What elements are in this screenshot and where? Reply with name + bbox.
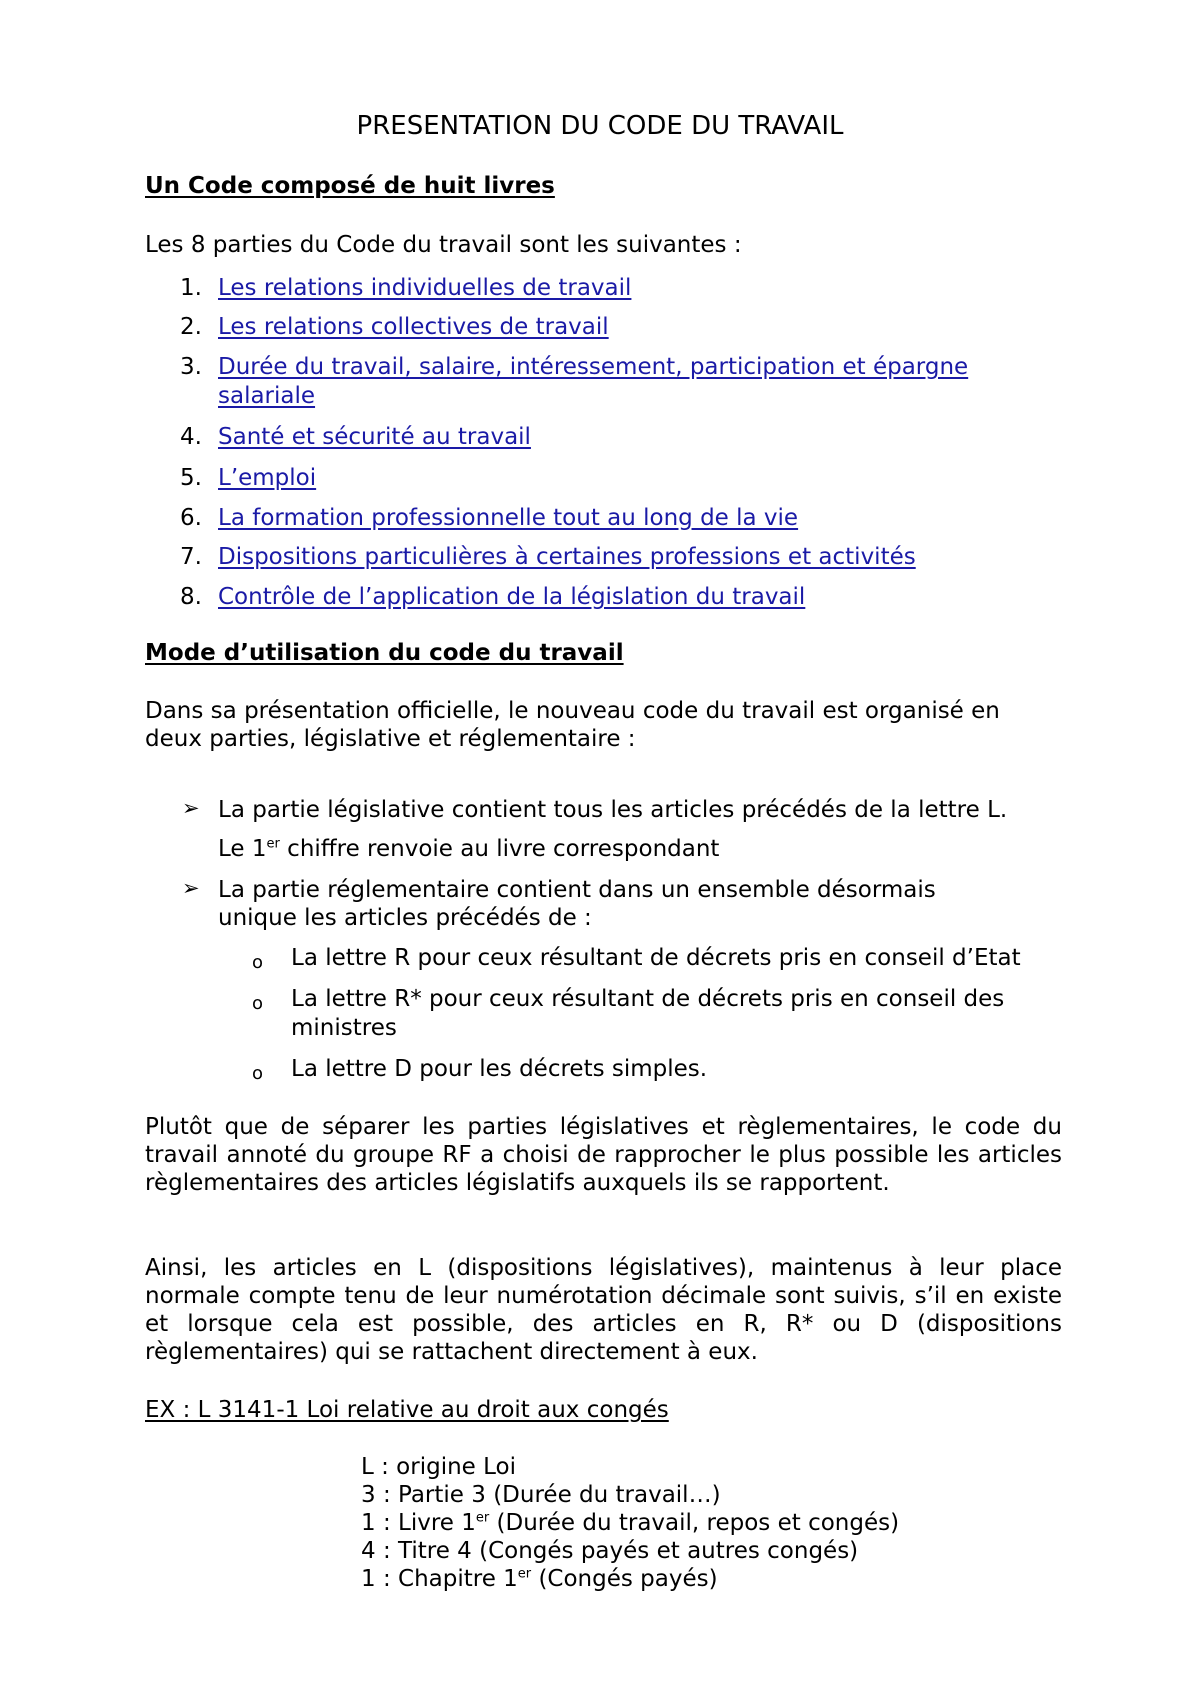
part-link-4[interactable]: Santé et sécurité au travail — [218, 424, 531, 450]
list-number: 7. — [180, 544, 202, 570]
section-intro: Les 8 parties du Code du travail sont les suivantes : — [145, 232, 742, 258]
list-number: 8. — [180, 584, 202, 610]
circle-bullet-icon: o — [252, 1063, 264, 1084]
part-link-5[interactable]: L’emploi — [218, 465, 317, 491]
paragraph: Plutôt que de séparer les parties législatives et règlementaires, le code du travail annoté du groupe RF a choisi de rapprocher le plus possible les articles règlementaires des articles législatifs auxquels ils se rapportent. — [145, 1114, 1062, 1196]
list-number: 6. — [180, 505, 202, 531]
circle-bullet-icon: o — [252, 993, 264, 1014]
part-link-3-continued[interactable]: salariale — [218, 383, 316, 409]
list-number: 4. — [180, 424, 202, 450]
list-number: 2. — [180, 314, 202, 340]
arrow-bullet-icon: ➢ — [182, 796, 200, 820]
example-line: 3 : Partie 3 (Durée du travail…) — [361, 1482, 721, 1508]
sub-bullet-text: La lettre D pour les décrets simples. — [291, 1056, 708, 1082]
list-number: 5. — [180, 465, 202, 491]
sub-bullet-text: La lettre R pour ceux résultant de décrets pris en conseil d’Etat — [291, 945, 1021, 971]
document-title: PRESENTATION DU CODE DU TRAVAIL — [356, 111, 844, 141]
example-line: 4 : Titre 4 (Congés payés et autres congés) — [361, 1538, 859, 1564]
intro-line: Dans sa présentation officielle, le nouveau code du travail est organisé en — [145, 698, 1000, 724]
example-line: L : origine Loi — [361, 1454, 517, 1480]
list-number: 1. — [180, 275, 202, 301]
sub-bullet-text: ministres — [291, 1015, 397, 1041]
circle-bullet-icon: o — [252, 952, 264, 973]
part-link-8[interactable]: Contrôle de l’application de la législation du travail — [218, 584, 806, 610]
section-heading-livres: Un Code composé de huit livres — [145, 173, 555, 199]
part-link-3[interactable]: Durée du travail, salaire, intéressement, participation et épargne — [218, 354, 969, 380]
arrow-bullet-icon: ➢ — [182, 876, 200, 900]
bullet-subtext: Le 1er chiffre renvoie au livre correspondant — [218, 836, 720, 862]
part-link-1[interactable]: Les relations individuelles de travail — [218, 275, 632, 301]
bullet-text: La partie législative contient tous les articles précédés de la lettre L. — [218, 797, 1008, 823]
part-link-7[interactable]: Dispositions particulières à certaines professions et activités — [218, 544, 916, 570]
example-line: 1 : Livre 1er (Durée du travail, repos et congés) — [361, 1510, 900, 1536]
part-link-2[interactable]: Les relations collectives de travail — [218, 314, 609, 340]
paragraph: Ainsi, les articles en L (dispositions législatives), maintenus à leur place normale compte tenu de leur numérotation décimale sont suivis, s’il en existe et lorsque cela est possible, des articles en R, R* ou D (dispositions règlementaires) qui se rattachent directement à eux. — [145, 1255, 1062, 1365]
bullet-text: unique les articles précédés de : — [218, 905, 592, 931]
part-link-6[interactable]: La formation professionnelle tout au long de la vie — [218, 505, 799, 531]
sub-bullet-text: La lettre R* pour ceux résultant de décrets pris en conseil des — [291, 986, 1005, 1012]
intro-line: deux parties, législative et réglementaire : — [145, 726, 636, 752]
bullet-text: La partie réglementaire contient dans un ensemble désormais — [218, 877, 936, 903]
section-heading-mode: Mode d’utilisation du code du travail — [145, 640, 624, 666]
list-number: 3. — [180, 354, 202, 380]
example-heading: EX : L 3141-1 Loi relative au droit aux congés — [145, 1397, 669, 1423]
example-line: 1 : Chapitre 1er (Congés payés) — [361, 1566, 718, 1592]
